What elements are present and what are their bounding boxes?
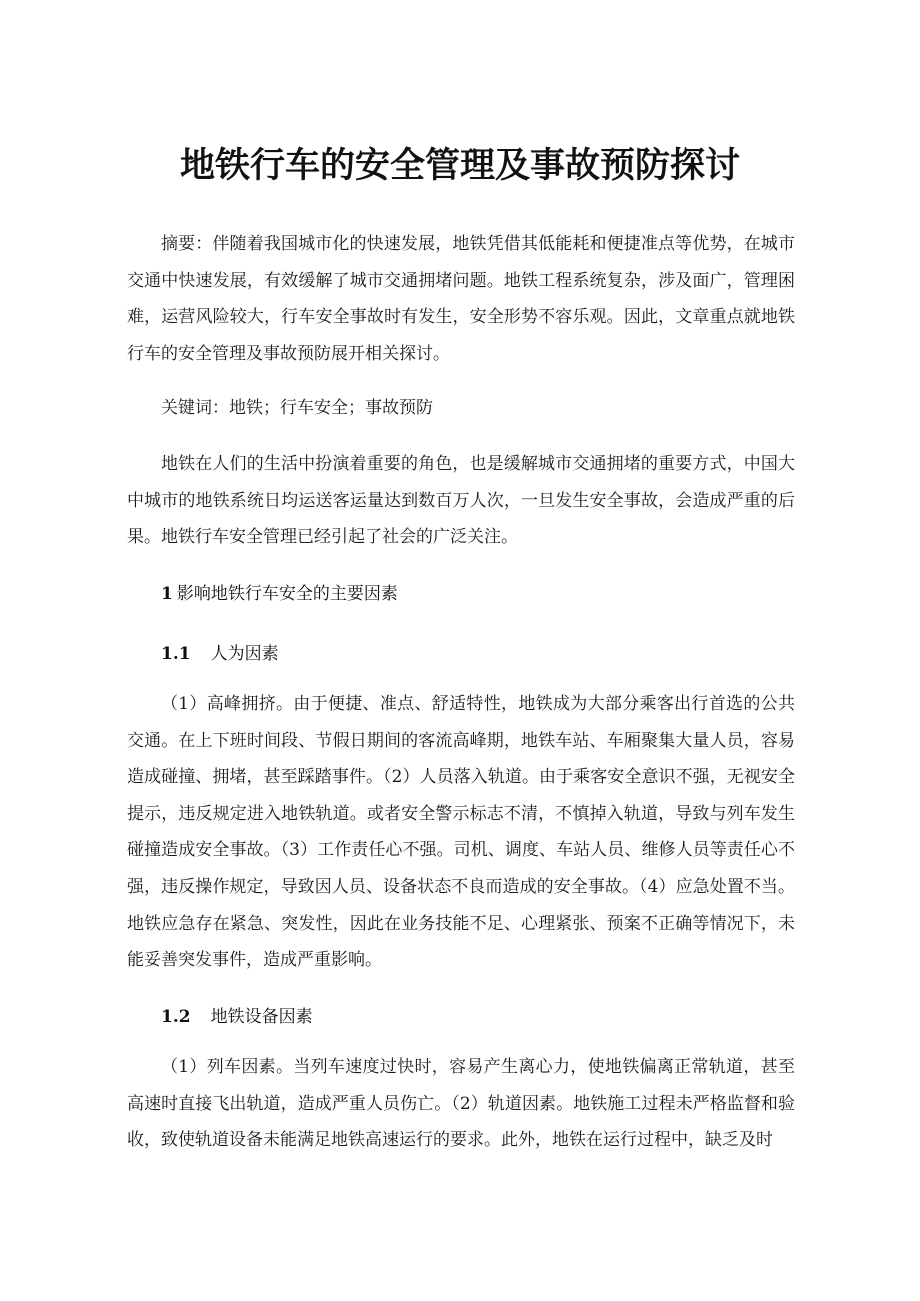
section-1-2-number: 1.2 [161,1007,191,1027]
document-title: 地铁行车的安全管理及事故预防探讨 [179,146,740,186]
intro-paragraph: 地铁在人们的生活中扮演着重要的角色，也是缓解城市交通拥堵的重要方式，中国大中城市的地铁系统日均运送客运量达到数百万人次，一旦发生安全事故，会造成严重的后果。地铁行车安全管理已经引起了社会的广泛关注。 [127,454,795,548]
keywords-line: 关键词：地铁；行车安全；事故预防 [161,398,433,418]
section-1-title: 影响地铁行车安全的主要因素 [176,584,398,604]
section-1-2-title: 地铁设备因素 [210,1007,313,1027]
section-1-1-heading [161,636,279,672]
section-1-1-number: 1.1 [161,644,191,664]
section-1-heading [161,576,398,612]
section-1-2-heading [161,999,313,1035]
section-1-1-body: （1）高峰拥挤。由于便捷、准点、舒适特性，地铁成为大部分乘客出行首选的公共交通。在上下班时间段、节假日期间的客流高峰期，地铁车站、车厢聚集大量人员，容易造成碰撞、拥堵，甚至踩踏事件。（2）人员落入轨道。由于乘客安全意识不强，无视安全提示，违反规定进入地铁轨道。或者安全警示标志不清，不慎掉入轨道，导致与列车发生碰撞造成安全事故。（3）工作责任心不强。司机、调度、车站人员、维修人员等责任心不强，违反操作规定，导致因人员、设备状态不良而造成的安全事故。（4）应急处置不当。地铁应急存在紧急、突发性，因此在业务技能不足、心理紧张、预案不正确等情况下，未能妥善突发事件，造成严重影响。 [127,694,795,971]
section-1-1-title: 人为因素 [210,644,279,664]
section-1-2-body: （1）列车因素。当列车速度过快时，容易产生离心力，使地铁偏离正常轨道，甚至高速时直接飞出轨道，造成严重人员伤亡。（2）轨道因素。地铁施工过程未严格监督和验收，致使轨道设备未能满足地铁高速运行的要求。此外，地铁在运行过程中，缺乏及时 [127,1057,795,1151]
abstract-paragraph: 摘要：伴随着我国城市化的快速发展，地铁凭借其低能耗和便捷准点等优势，在城市交通中快速发展，有效缓解了城市交通拥堵问题。地铁工程系统复杂，涉及面广，管理困难，运营风险较大，行车安全事故时有发生，安全形势不容乐观。因此，文章重点就地铁行车的安全管理及事故预防展开相关探讨。 [127,234,795,364]
section-1-number: 1 [161,584,173,604]
